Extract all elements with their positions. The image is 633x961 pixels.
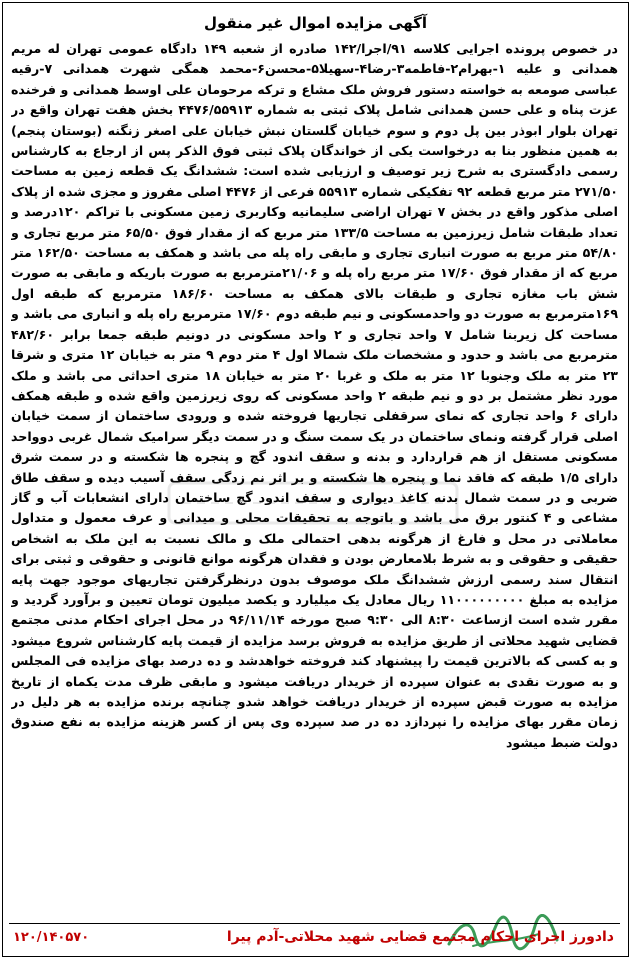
notice-footer: [9, 923, 620, 950]
notice-title: آگهی مزایده اموال غیر منقول: [203, 14, 428, 32]
auction-notice: [2, 2, 629, 957]
notice-body: در خصوص پرونده اجرایی کلاسه ۹۱/اجرا/۱۴۲ صادره از شعبه ۱۴۹ دادگاه عمومی تهران له مریم همدانی و علیه ۱-بهرام۲-فاطمه۳-رضا۴-سهیلا۵-محسن۶-محمد همگی شهرت همدانی ۷-رقیه عباسی صومعه به خواسته دستور فروش ملک مشاع و ترکه مرحومان علی اوسط همدانی و فرخنده عزت پناه و علی حسن همدانی شامل پلاک ثبتی به شماره ۴۴۷۶/۵۵۹۱۳ بخش هفت تهران واقع در تهران بلوار ابوذر بین پل دوم و سوم خیابان گلستان نبش خیابان علی اصغر زنگنه (بوستان پنجم) به همین منظور بنا به درخواست یکی از خواندگان پلاک ثبتی فوق الذکر پس از ارجاع به کارشناس رسمی دادگستری به شرح زیر توصیف و ارزیابی شده است: ششدانگ یک قطعه زمین به مساحت ۲۷۱/۵۰ متر مربع قطعه ۹۲ تفکیکی شماره ۵۵۹۱۳ فرعی از ۴۴۷۶ اصلی مفروز و مجزی شده از پلاک اصلی مذکور واقع در بخش ۷ تهران اراضی سلیمانیه وکاربری زمین مسکونی با تراکم ۱۲۰درصد و تعداد طبقات شامل زیرزمین به مساحت ۱۳۳/۵ متر مربع که از مقدار فوق ۶۵/۵۰ متر مربع تجاری و ۵۴/۸۰ متر مربع به صورت انباری تجاری و مابقی راه پله می باشد و همکف به مساحت ۱۶۲/۵۰ متر مربع که از مقدار فوق ۱۷/۶۰ متر مربع راه پله و ۲۱/۰۶مترمربع به صورت باریکه و مابقی به صورت شش باب مغازه تجاری و طبقات بالای همکف به مساحت ۱۸۶/۶۰ مترمربع که طبقه اول ۱۶۹مترمربع به صورت دو واحدمسکونی و نیم طبقه دوم ۱۷/۶۰ مترمربع راه پله و انباری می باشد و مساحت کل زیربنا شامل ۷ واحد تجاری و ۲ واحد مسکونی در دونیم طبقه جمعا برابر ۴۸۲/۶۰ مترمربع می باشد و حدود و مشخصات ملک شمالا اول ۴ متر دوم ۹ متر به خیابان ۱۲ متری و شرقا ۲۳ متر به ملک وجنوبا ۱۲ متر به ملک و غربا ۲۰ متر به خیابان ۱۸ متری احداثی می باشد و ملک مورد نظر مشتمل بر دو و نیم طبقه ۲ واحد مسکونی که روی زیرزمین واقع شده و طبقه همکف دارای ۶ واحد تجاری که نمای سرقفلی تجاریها فروخته شده و ورودی ساختمان از سمت خیابان اصلی قرار گرفته ونمای ساختمان در یک سمت سنگ و در سمت دیگر سرامیک شمال غربی دوواحد مسکونی مستقل از هم قراردارد و بدنه و سقف اندود گچ و پنجره ها شکسته و در سمت شرق دارای ۱/۵ طبقه که فاقد نما و پنجره ها شکسته و بر اثر نم زدگی سقف آسیب دیده و سقف طاق ضربی و در سمت شمال بدنه کاغذ دیواری و سقف اندود گچ ساختمان دارای انشعابات آب و گاز مشاعی و ۴ کنتور برق می باشد و باتوجه به تحقیقات محلی و میدانی و عرف معمول و متداول معاملاتی در محل و فارغ از هرگونه بدهی احتمالی ملک و مالک نسبت به این ملک به اشخاص حقیقی و حقوقی و به شرط بلامعارض بودن و فقدان هرگونه موانع قانونی و حقوقی و ثبتی برای انتقال سند رسمی ارزش ششدانگ ملک موصوف بدون درنظرگرفتن تجاریهای موجود جهت پایه مزایده به مبلغ ۱۱۰۰۰۰۰۰۰۰۰ ریال معادل یک میلیارد و یکصد میلیون تومان تعیین و برآورد گردید و مقرر شده است ازساعت ۸:۳۰ الی ۹:۳۰ صبح مورخه ۹۶/۱۱/۱۴ در محل اجرای احکام مدنی مجتمع قضایی شهید محلاتی از طریق مزایده به فروش برسد مزایده از قیمت پایه کارشناس شروع میشود و به کسی که بالاترین قیمت را پیشنهاد کند فروخته خواهدشد و ده درصد بهای مزایده فی المجلس و به صورت نقدی به عنوان سپرده از خریدار دریافت میشود و مابقی ظرف مدت یکماه از تاریخ مزایده به صورت قبض سپرده از خریدار دریافت خواهد شدو چنانچه برنده مزایده به هر دلیل در زمان مقرر بهای مزایده را نپردازد ده در صد سپرده وی پس از کسر هزینه مزایده به نفع صندوق دولت ضبط میشود: [11, 41, 618, 750]
issuer-label: دادورز اجرای احکام مجتمع قضایی شهید محلاتی-آدم پیرا: [226, 929, 614, 945]
notice-code: ۱۲۰/۱۴۰۵۷۰: [13, 929, 90, 945]
